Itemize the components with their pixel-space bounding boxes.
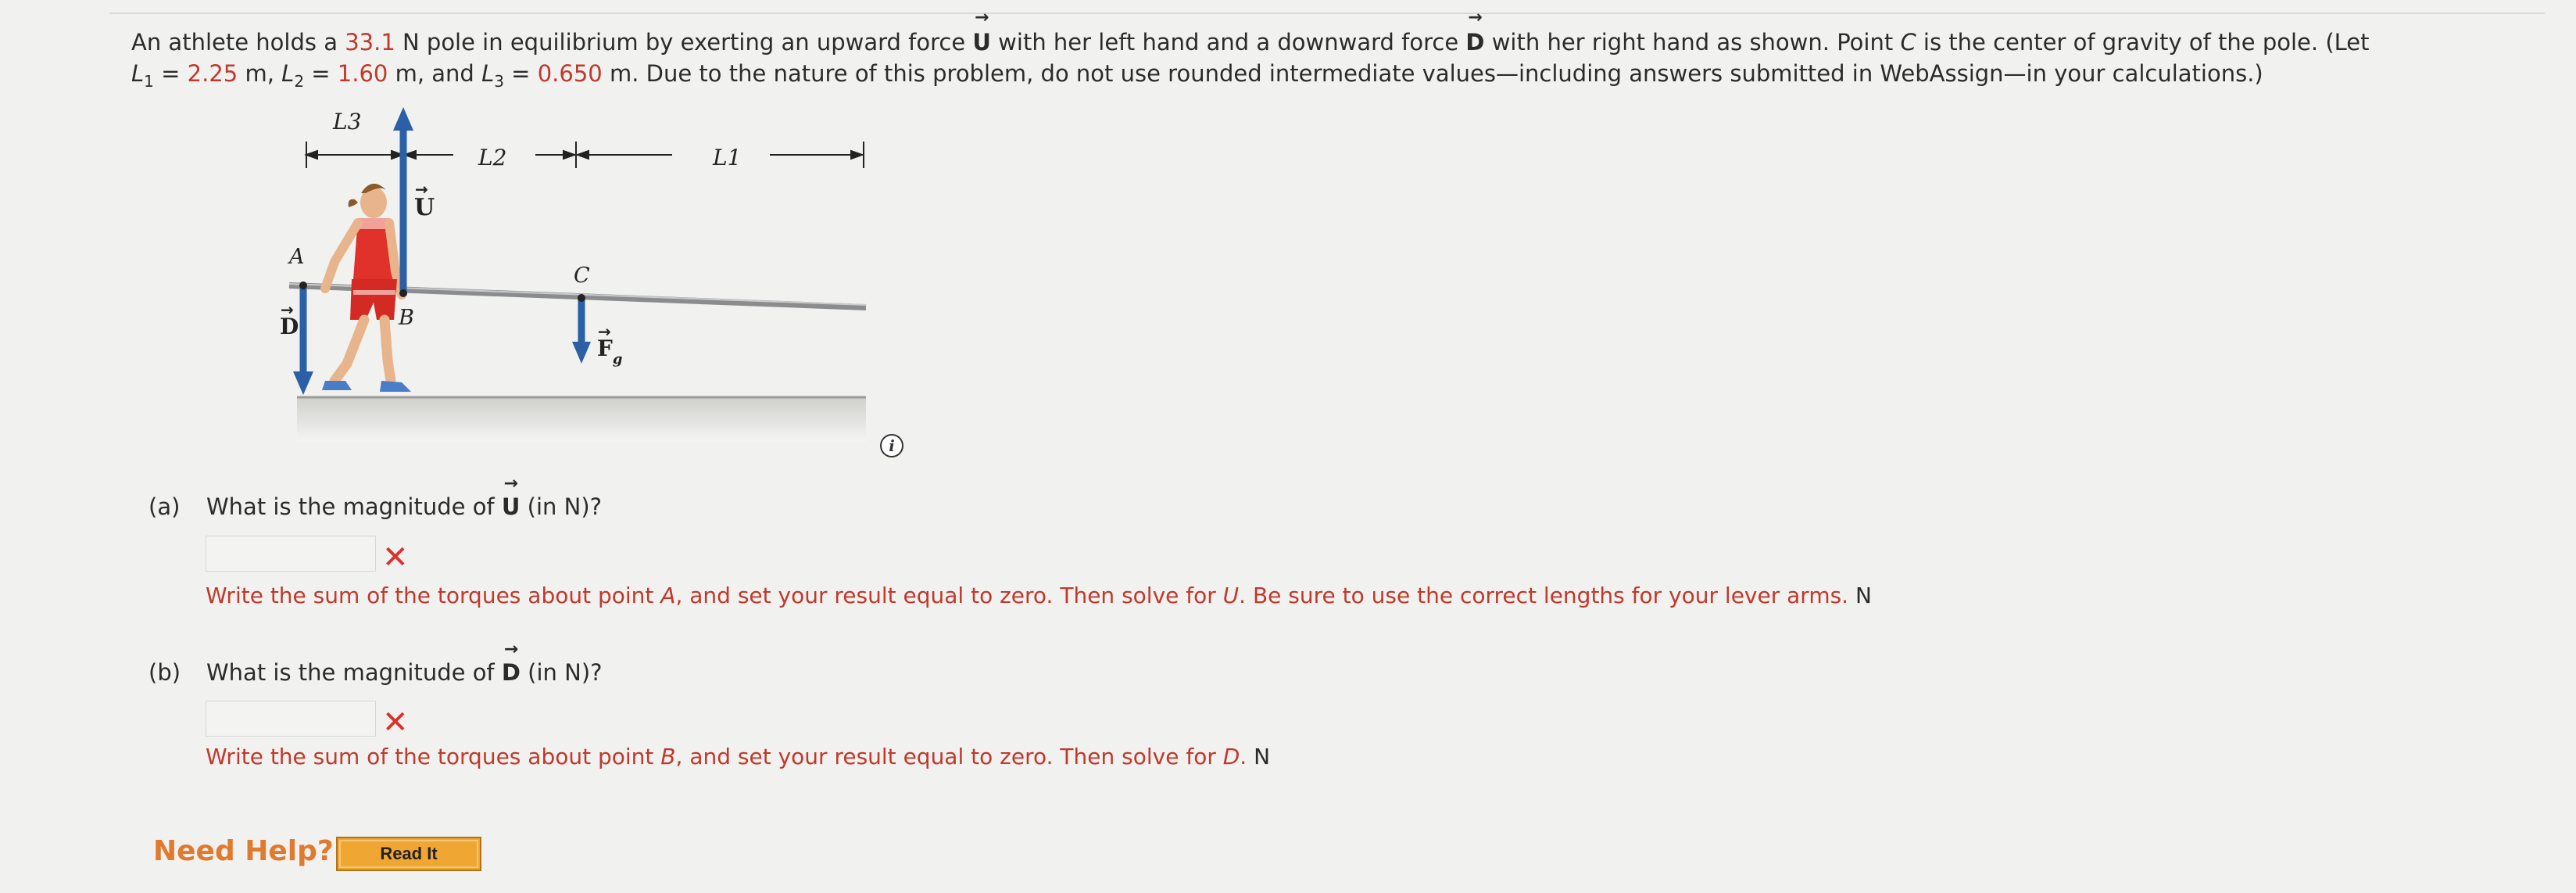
answer-input-b[interactable] [206, 701, 376, 737]
hint-a: Write the sum of the torques about point A, and set your result equal to zero. Then solve for U. Be sure to use the correct lengths for your lever arms. N [206, 583, 1872, 608]
l1-value: 2.25 [187, 60, 238, 87]
label-l1: L1 [713, 145, 742, 170]
vector-u: → U [972, 27, 991, 58]
incorrect-x-icon-a: ✕ [382, 540, 409, 576]
question-a: (a) What is the magnitude of → U (in N)? [148, 493, 602, 521]
part-b-label: (b) [148, 659, 181, 686]
vector-d-question: → D [502, 658, 521, 687]
pole-diagram [266, 98, 938, 457]
label-l2: L2 [478, 145, 507, 170]
info-icon[interactable]: i [880, 434, 903, 457]
part-a-label: (a) [148, 493, 181, 520]
need-help-label: Need Help? [153, 835, 334, 867]
read-it-button[interactable]: Read It [336, 837, 481, 871]
l3-value: 0.650 [537, 60, 603, 87]
point-b-dot [399, 289, 407, 297]
vector-u-question: → U [502, 493, 521, 521]
label-d: D [280, 314, 299, 339]
point-a-dot [299, 282, 307, 289]
svg-text:→: → [415, 180, 428, 199]
incorrect-x-icon-b: ✕ [382, 705, 409, 741]
vector-d: → D [1465, 27, 1484, 58]
hint-b: Write the sum of the torques about point B, and set your result equal to zero. Then solve for D. N [206, 744, 1271, 769]
point-c-dot [578, 294, 585, 302]
label-u: U [414, 194, 435, 221]
svg-text:→: → [598, 322, 611, 341]
unit-b: N [1254, 744, 1271, 769]
floor [297, 396, 866, 442]
top-divider [109, 13, 2545, 14]
force-fg-arrow [572, 298, 591, 364]
dimension-line [306, 142, 864, 168]
label-b: B [399, 306, 414, 330]
label-a: A [289, 245, 305, 269]
label-fg: $F_g$ [597, 335, 623, 368]
force-d-arrow [293, 285, 313, 395]
label-c: C [574, 264, 590, 288]
svg-text:→: → [281, 300, 294, 319]
l2-value: 1.60 [337, 60, 388, 87]
answer-input-a[interactable] [206, 536, 376, 572]
unit-a: N [1855, 583, 1872, 608]
label-l3: L3 [333, 109, 362, 134]
question-b: (b) What is the magnitude of → D (in N)? [148, 658, 603, 687]
problem-statement: An athlete holds a 33.1 N pole in equilibrium by exerting an upward force → U with her left hand and a downward force → D with her right hand as shown. Point C is the center of gravity of the pole. (Let $L_1 = 2.25$ m, $L_2 = 1.60$ m, and $L_3 = 0.650$ m. Due to the nature of this problem, do not use rounded intermediate values—including answers submitted in WebAssign—in your calculations.) [131, 27, 2476, 97]
weight-value: 33.1 [345, 29, 395, 56]
